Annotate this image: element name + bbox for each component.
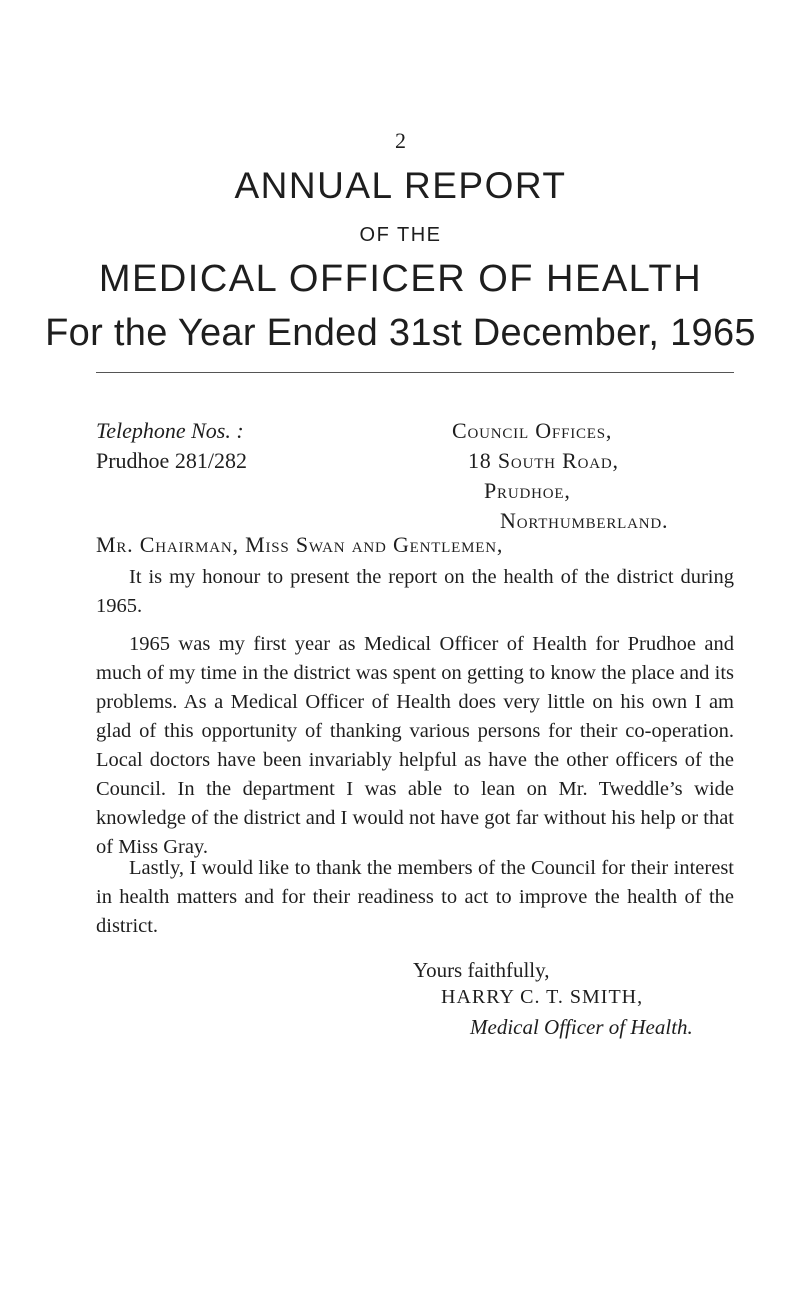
telephone-numbers: Prudhoe 281/282 <box>96 448 247 473</box>
address-line-3: Prudhoe, <box>484 478 571 503</box>
paragraph-first-year: 1965 was my first year as Medical Officer of Health for Prudhoe and much of my time in the district was spent on getting to know the place and its problems. As a Medical Officer of Health does very little on his own I am glad of this opportunity of thanking various persons for their co-operation. Local doctors have been invariably helpful as have the other officers of the Council. In the department I was able to lean on Mr. Tweddle’s wide knowledge of the district and I would not have got far without his help or that of Miss Gray. <box>96 633 734 858</box>
signature-title: Medical Officer of Health. <box>470 1015 693 1039</box>
telephone-label: Telephone Nos. : <box>96 418 244 443</box>
report-title: ANNUAL REPORT <box>234 165 567 206</box>
report-title-year: For the Year Ended 31st December, 1965 <box>45 312 756 354</box>
paragraph-intro: It is my honour to present the report on the health of the district during 1965. <box>96 566 734 617</box>
report-title-officer: MEDICAL OFFICER OF HEALTH <box>98 258 703 300</box>
horizontal-rule <box>96 372 734 373</box>
signature-closing: Yours faithfully, <box>413 958 550 982</box>
paragraph-thanks: Lastly, I would like to thank the members of the Council for their interest in health matters and for their readiness to act to improve the health of the district. <box>96 857 734 937</box>
signature-name: HARRY C. T. SMITH, <box>441 986 644 1008</box>
salutation: Mr. Chairman, Miss Swan and Gentlemen, <box>96 532 504 557</box>
address-line-4: Northumberland. <box>500 508 669 533</box>
address-line-2: 18 South Road, <box>468 448 619 473</box>
address-line-1: Council Offices, <box>452 418 613 443</box>
page-number: 2 <box>395 128 406 153</box>
report-title-of-the: OF THE <box>359 224 442 246</box>
